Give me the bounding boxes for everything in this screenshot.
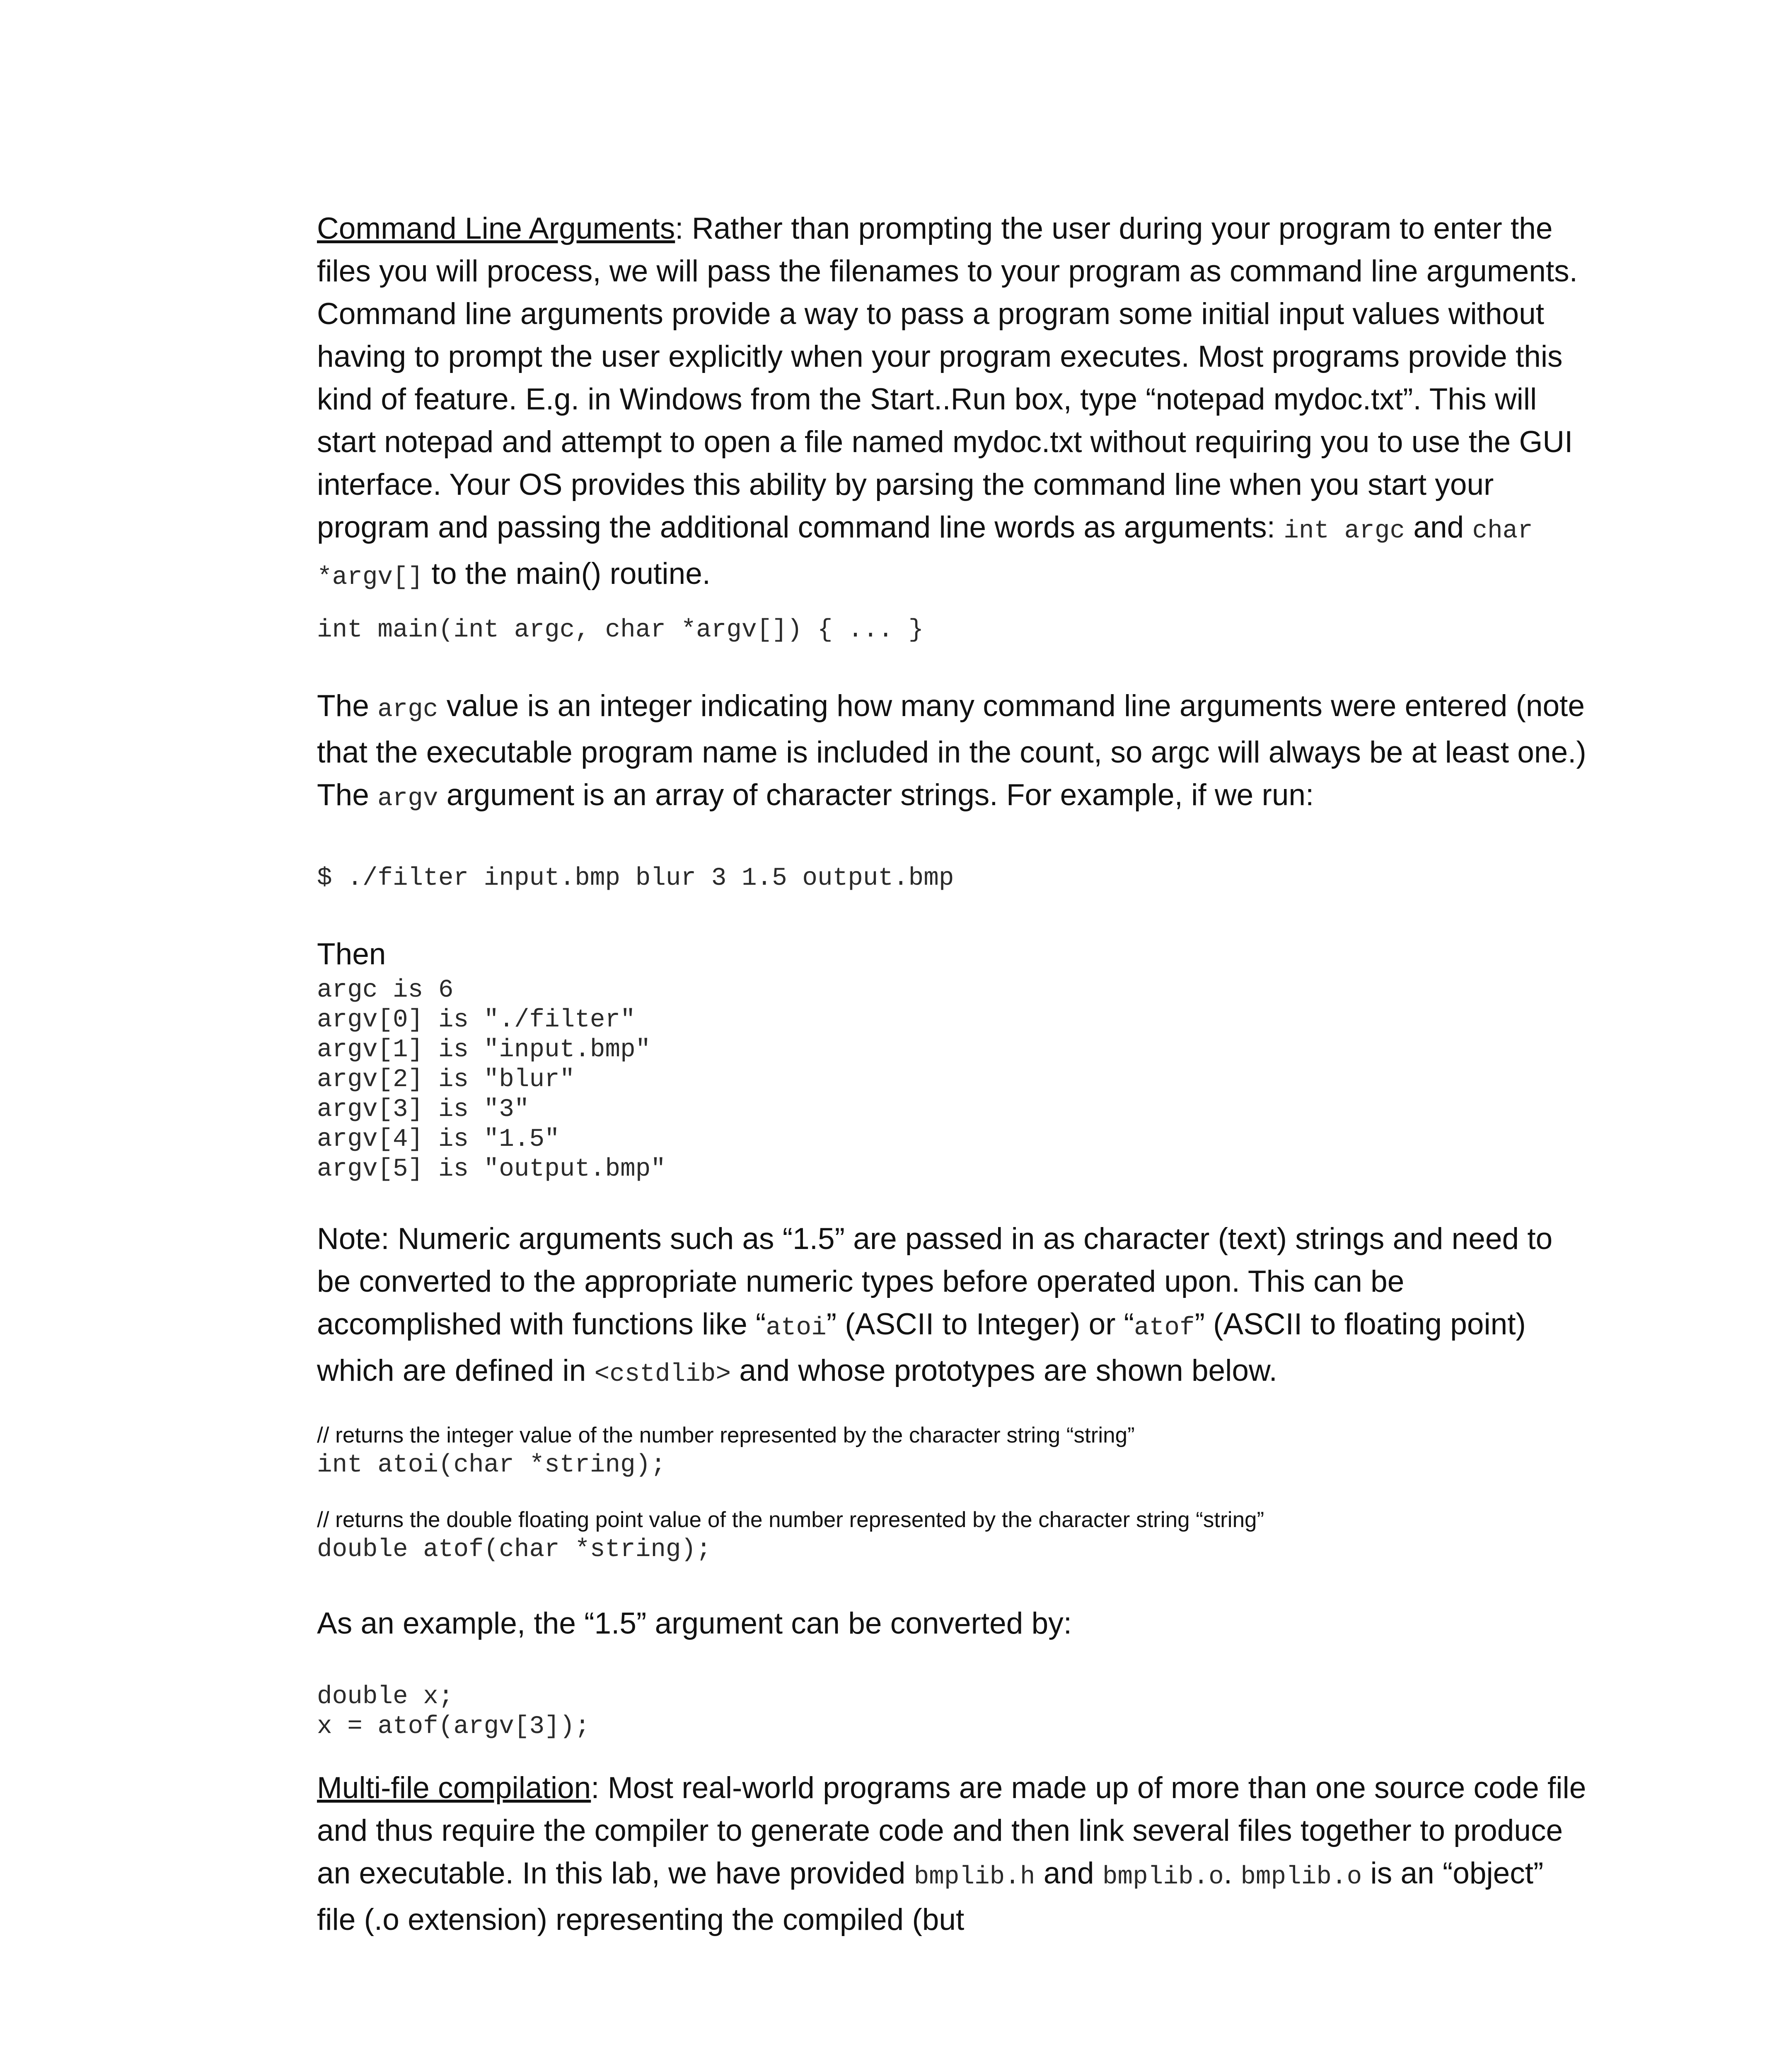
note-text-c: ” (ASCII to floating point) which are defined in (317, 1307, 1526, 1387)
argv-line: argv[5] is "output.bmp" (317, 1155, 666, 1184)
bmplib-o-code-2: bmplib.o (1240, 1863, 1362, 1891)
mfc-heading: Multi-file compilation (317, 1771, 591, 1805)
example-paragraph: As an example, the “1.5” argument can be converted by: (317, 1607, 1072, 1640)
cla-paragraph (317, 207, 1589, 599)
cla-intro-text: Rather than prompting the user during your program to enter the files you will process, we will pass the filenames to your program as command line arguments. Command line arguments provide a way to pass a program some initial input values without having to prompt the user explicitly when your program executes. Most programs provide this kind of feature. E.g. in Windows from the Start..Run box, type “notepad mydoc.txt”. This will start notepad and attempt to open a file named mydoc.txt without requiring you to use the GUI interface. Your OS provides this ability by parsing the command line when you start your program and passing the additional command line words as arguments: (317, 212, 1578, 544)
note-paragraph (317, 1218, 1589, 1396)
run-command-code: $ ./filter input.bmp blur 3 1.5 output.bmp (317, 864, 954, 893)
atof-code: atof (1134, 1314, 1195, 1342)
bmplib-h-code: bmplib.h (914, 1863, 1035, 1891)
and-word: and (1405, 511, 1472, 544)
note-text-b: ” (ASCII to Integer) or “ (826, 1307, 1134, 1341)
argv-line: argv[1] is "input.bmp" (317, 1036, 651, 1064)
argv-declaration: char *argv[] (317, 517, 1533, 592)
argv-line: argv[4] is "1.5" (317, 1125, 560, 1154)
document-page (317, 207, 1589, 1941)
argc-declaration: int argc (1284, 517, 1405, 545)
example-code-line: double x; (317, 1682, 454, 1711)
cstdlib-code: <cstdlib> (594, 1360, 731, 1389)
atoi-prototype: int atoi(char *string); (317, 1451, 666, 1479)
cla-heading: Command Line Arguments (317, 212, 675, 245)
mfc-text-a: Most real-world programs are made up of more than one source code file and thus require the compiler to generate code and then link several files together to produce an executable. In this lab, we have provided (317, 1771, 1586, 1890)
main-signature-code: int main(int argc, char *argv[]) { ... } (317, 616, 924, 644)
atof-prototype: double atof(char *string); (317, 1535, 711, 1564)
mfc-text-d: is an “object” file (.o extension) representing the compiled (but (317, 1857, 1544, 1936)
argc-text-c: argument is an array of character strings. For example, if we run: (438, 778, 1314, 812)
mfc-text-b: and (1035, 1857, 1102, 1890)
argv-code: argv (377, 784, 438, 813)
cla-heading-colon: : (675, 212, 684, 245)
argc-text-a: The (317, 689, 378, 723)
example-code-line: x = atof(argv[3]); (317, 1712, 590, 1741)
argv-listing (317, 975, 1589, 1184)
argv-line: argv[2] is "blur" (317, 1065, 575, 1094)
example-code (317, 1682, 1589, 1742)
then-label: Then (317, 937, 386, 971)
argc-argv-paragraph (317, 685, 1589, 820)
note-text-d: and whose prototypes are shown below. (731, 1354, 1277, 1387)
atof-comment: // returns the double floating point value of the number represented by the character string “string” (317, 1508, 1264, 1532)
argc-text-b: value is an integer indicating how many command line arguments were entered (note that the executable program name is included in the count, so argc will always be at least one.) The (317, 689, 1586, 812)
atoi-code: atoi (766, 1314, 827, 1342)
mfc-text-c: . (1223, 1857, 1241, 1890)
argc-code: argc (377, 695, 438, 724)
argv-line: argc is 6 (317, 976, 454, 1005)
mfc-heading-colon: : (591, 1771, 600, 1805)
note-text-a: Note: Numeric arguments such as “1.5” are passed in as character (text) strings and need to be converted to the appropriate numeric types before operated upon. This can be accomplished with functions like “ (317, 1222, 1553, 1341)
argv-line: argv[0] is "./filter" (317, 1006, 636, 1034)
argv-line: argv[3] is "3" (317, 1095, 529, 1124)
bmplib-o-code: bmplib.o (1102, 1863, 1224, 1891)
mfc-paragraph (317, 1767, 1589, 1941)
cla-intro-end: to the main() routine. (423, 557, 711, 591)
atoi-comment: // returns the integer value of the number represented by the character string “string” (317, 1423, 1135, 1447)
